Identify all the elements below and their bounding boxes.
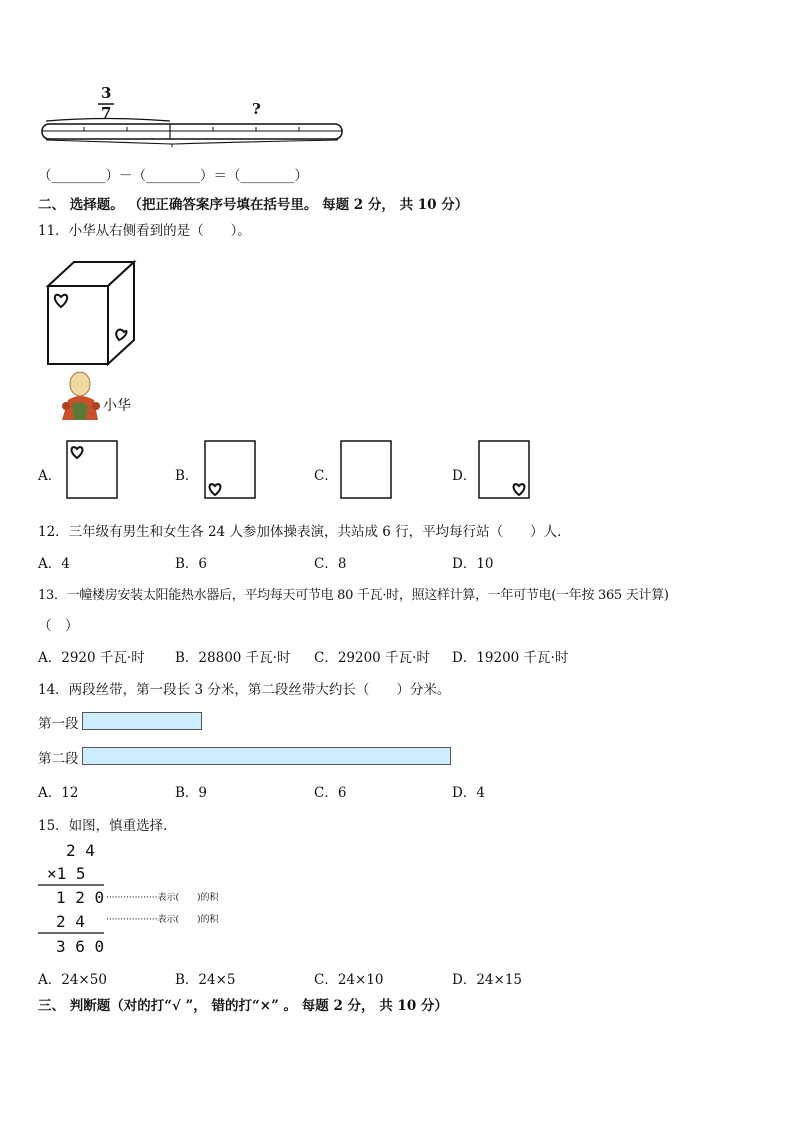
multiplicand: 2 4 (66, 841, 95, 860)
fraction-numerator: 3 (101, 84, 112, 102)
q12-option-c[interactable]: C．8 (314, 556, 347, 572)
q11-option-b-figure[interactable] (204, 440, 258, 500)
q11-option-b-label[interactable]: B． (175, 468, 199, 484)
xiaohua-avatar (58, 370, 102, 422)
ribbon-1-label: 第一段 (38, 716, 79, 732)
q12-option-d[interactable]: D．10 (452, 556, 494, 572)
q15-option-a[interactable]: A．24×50 (38, 972, 107, 988)
q11-option-d-figure[interactable] (478, 440, 532, 500)
ribbon-1-bar (82, 712, 202, 730)
ribbon-2-bar (82, 747, 451, 765)
section-3-heading: 三、 判断题（对的打“√ ”， 错的打“×” 。 每题 2 分， 共 10 分） (38, 998, 448, 1014)
q15-option-d[interactable]: D．24×15 (452, 972, 522, 988)
multiplier: ×1 5 (47, 864, 86, 883)
q13-option-d[interactable]: D．19200 千瓦·时 (452, 650, 569, 666)
section-2-heading: 二、 选择题。 （把正确答案序号填在括号里。 每题 2 分， 共 10 分） (38, 197, 469, 213)
question-mark: ? (252, 100, 261, 118)
q11-option-a-label[interactable]: A． (38, 468, 62, 484)
line-2 (38, 932, 108, 935)
q14-option-d[interactable]: D．4 (452, 785, 485, 801)
cube-figure (46, 260, 146, 380)
q11-option-a-figure[interactable] (66, 440, 120, 500)
q13-answer-blank: （ ） (38, 618, 79, 634)
q15-stem: 15．如图，慎重选择． (38, 818, 177, 834)
fraction-denominator: 7 (101, 104, 112, 122)
q11-stem: 11．小华从右侧看到的是（ ）。 (38, 223, 251, 239)
q12-option-b[interactable]: B．6 (175, 556, 208, 572)
q13-option-a[interactable]: A．2920 千瓦·时 (38, 650, 145, 666)
q15-option-c[interactable]: C．24×10 (314, 972, 384, 988)
segment-bar (38, 118, 348, 148)
partial-note-1: ··················表示( )的积 (106, 893, 219, 903)
xiaohua-label: 小华 (103, 398, 131, 414)
q15-option-b[interactable]: B．24×5 (175, 972, 236, 988)
partial-note-2: ··················表示( )的积 (106, 915, 219, 925)
q11-option-d-label[interactable]: D． (452, 468, 477, 484)
q12-stem: 12．三年级有男生和女生各 24 人参加体操表演，共站成 6 行，平均每行站（ ）人． (38, 524, 571, 540)
q14-option-b[interactable]: B．9 (175, 785, 208, 801)
product: 3 6 0 (56, 937, 105, 956)
q13-stem: 13．一幢楼房安装太阳能热水器后，平均每天可节电 80 千瓦·时，照这样计算，一年可节电(一年按 365 天计算) (38, 588, 669, 603)
partial-product-1: 1 2 0 (56, 888, 105, 907)
partial-product-2: 2 4 (56, 912, 85, 931)
q10-equation: （________）－（________）＝（________） (38, 168, 308, 184)
line-1 (38, 884, 108, 887)
q11-option-c-label[interactable]: C． (314, 468, 338, 484)
q13-option-b[interactable]: B．28800 千瓦·时 (175, 650, 291, 666)
q11-option-c-figure[interactable] (340, 440, 394, 500)
q14-option-c[interactable]: C．6 (314, 785, 347, 801)
ribbon-2-label: 第二段 (38, 751, 79, 767)
q13-option-c[interactable]: C．29200 千瓦·时 (314, 650, 430, 666)
q14-stem: 14．两段丝带，第一段长 3 分米，第二段丝带大约长（ ）分米。 (38, 682, 451, 698)
q12-option-a[interactable]: A．4 (38, 556, 70, 572)
q14-option-a[interactable]: A．12 (38, 785, 79, 801)
